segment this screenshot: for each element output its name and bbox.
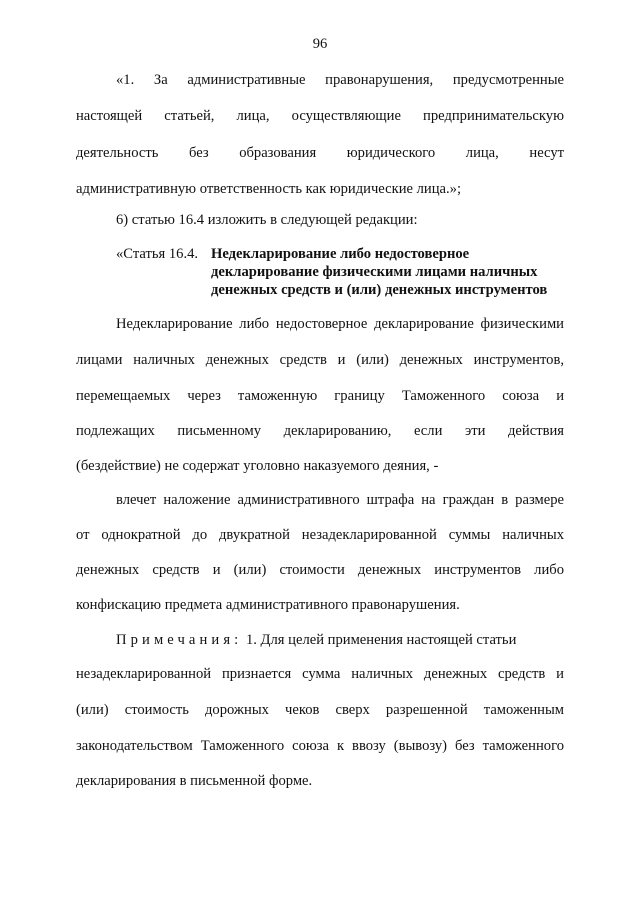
note-line-3: (или) стоимость дорожных чеков сверх разрешенной таможенным [76, 702, 564, 718]
note-line-5: декларирования в письменной форме. [76, 773, 313, 789]
article-title-line-2: декларирование физическими лицами наличных [211, 264, 538, 280]
paragraph-3-line-5: (бездействие) не содержат уголовно наказуемого деяния, - [76, 458, 439, 474]
paragraph-4-line-2: от однократной до двукратной незадекларированной суммы наличных [76, 527, 564, 543]
note-label: Примечания: [116, 632, 243, 648]
note-line-1-text: 1. Для целей применения настоящей статьи [242, 632, 517, 648]
paragraph-4-line-1: влечет наложение административного штрафа на граждан в размере [116, 492, 564, 508]
paragraph-1-line-1: «1. За административные правонарушения, предусмотренные [116, 72, 564, 88]
paragraph-3-line-1: Недекларирование либо недостоверное декларирование физическими [116, 316, 564, 332]
article-title-line-1: Недекларирование либо недостоверное [211, 246, 470, 262]
article-title-line-3: денежных средств и (или) денежных инструментов [211, 282, 548, 298]
paragraph-3-line-3: перемещаемых через таможенную границу Таможенного союза и [76, 388, 564, 404]
article-label: «Статья 16.4. [116, 246, 199, 262]
paragraph-1-line-4: административную ответственность как юридические лица.»; [76, 181, 462, 197]
note-line-2: незадекларированной признается сумма наличных денежных средств и [76, 666, 564, 682]
paragraph-1-line-2: настоящей статьей, лица, осуществляющие предпринимательскую [76, 108, 564, 124]
paragraph-4-line-4: конфискацию предмета административного правонарушения. [76, 597, 460, 613]
paragraph-4-line-3: денежных средств и (или) стоимости денежных инструментов либо [76, 562, 564, 578]
paragraph-3-line-4: подлежащих письменному декларированию, если эти действия [76, 423, 564, 439]
paragraph-3-line-2: лицами наличных денежных средств и (или) денежных инструментов, [76, 352, 564, 368]
page-number: 96 [312, 36, 328, 52]
paragraph-2: 6) статью 16.4 изложить в следующей редакции: [116, 212, 418, 228]
paragraph-1-line-3: деятельность без образования юридического лица, несут [76, 145, 564, 161]
note-line-4: законодательством Таможенного союза к ввозу (вывозу) без таможенного [76, 738, 564, 754]
note-line-1 [116, 631, 564, 649]
